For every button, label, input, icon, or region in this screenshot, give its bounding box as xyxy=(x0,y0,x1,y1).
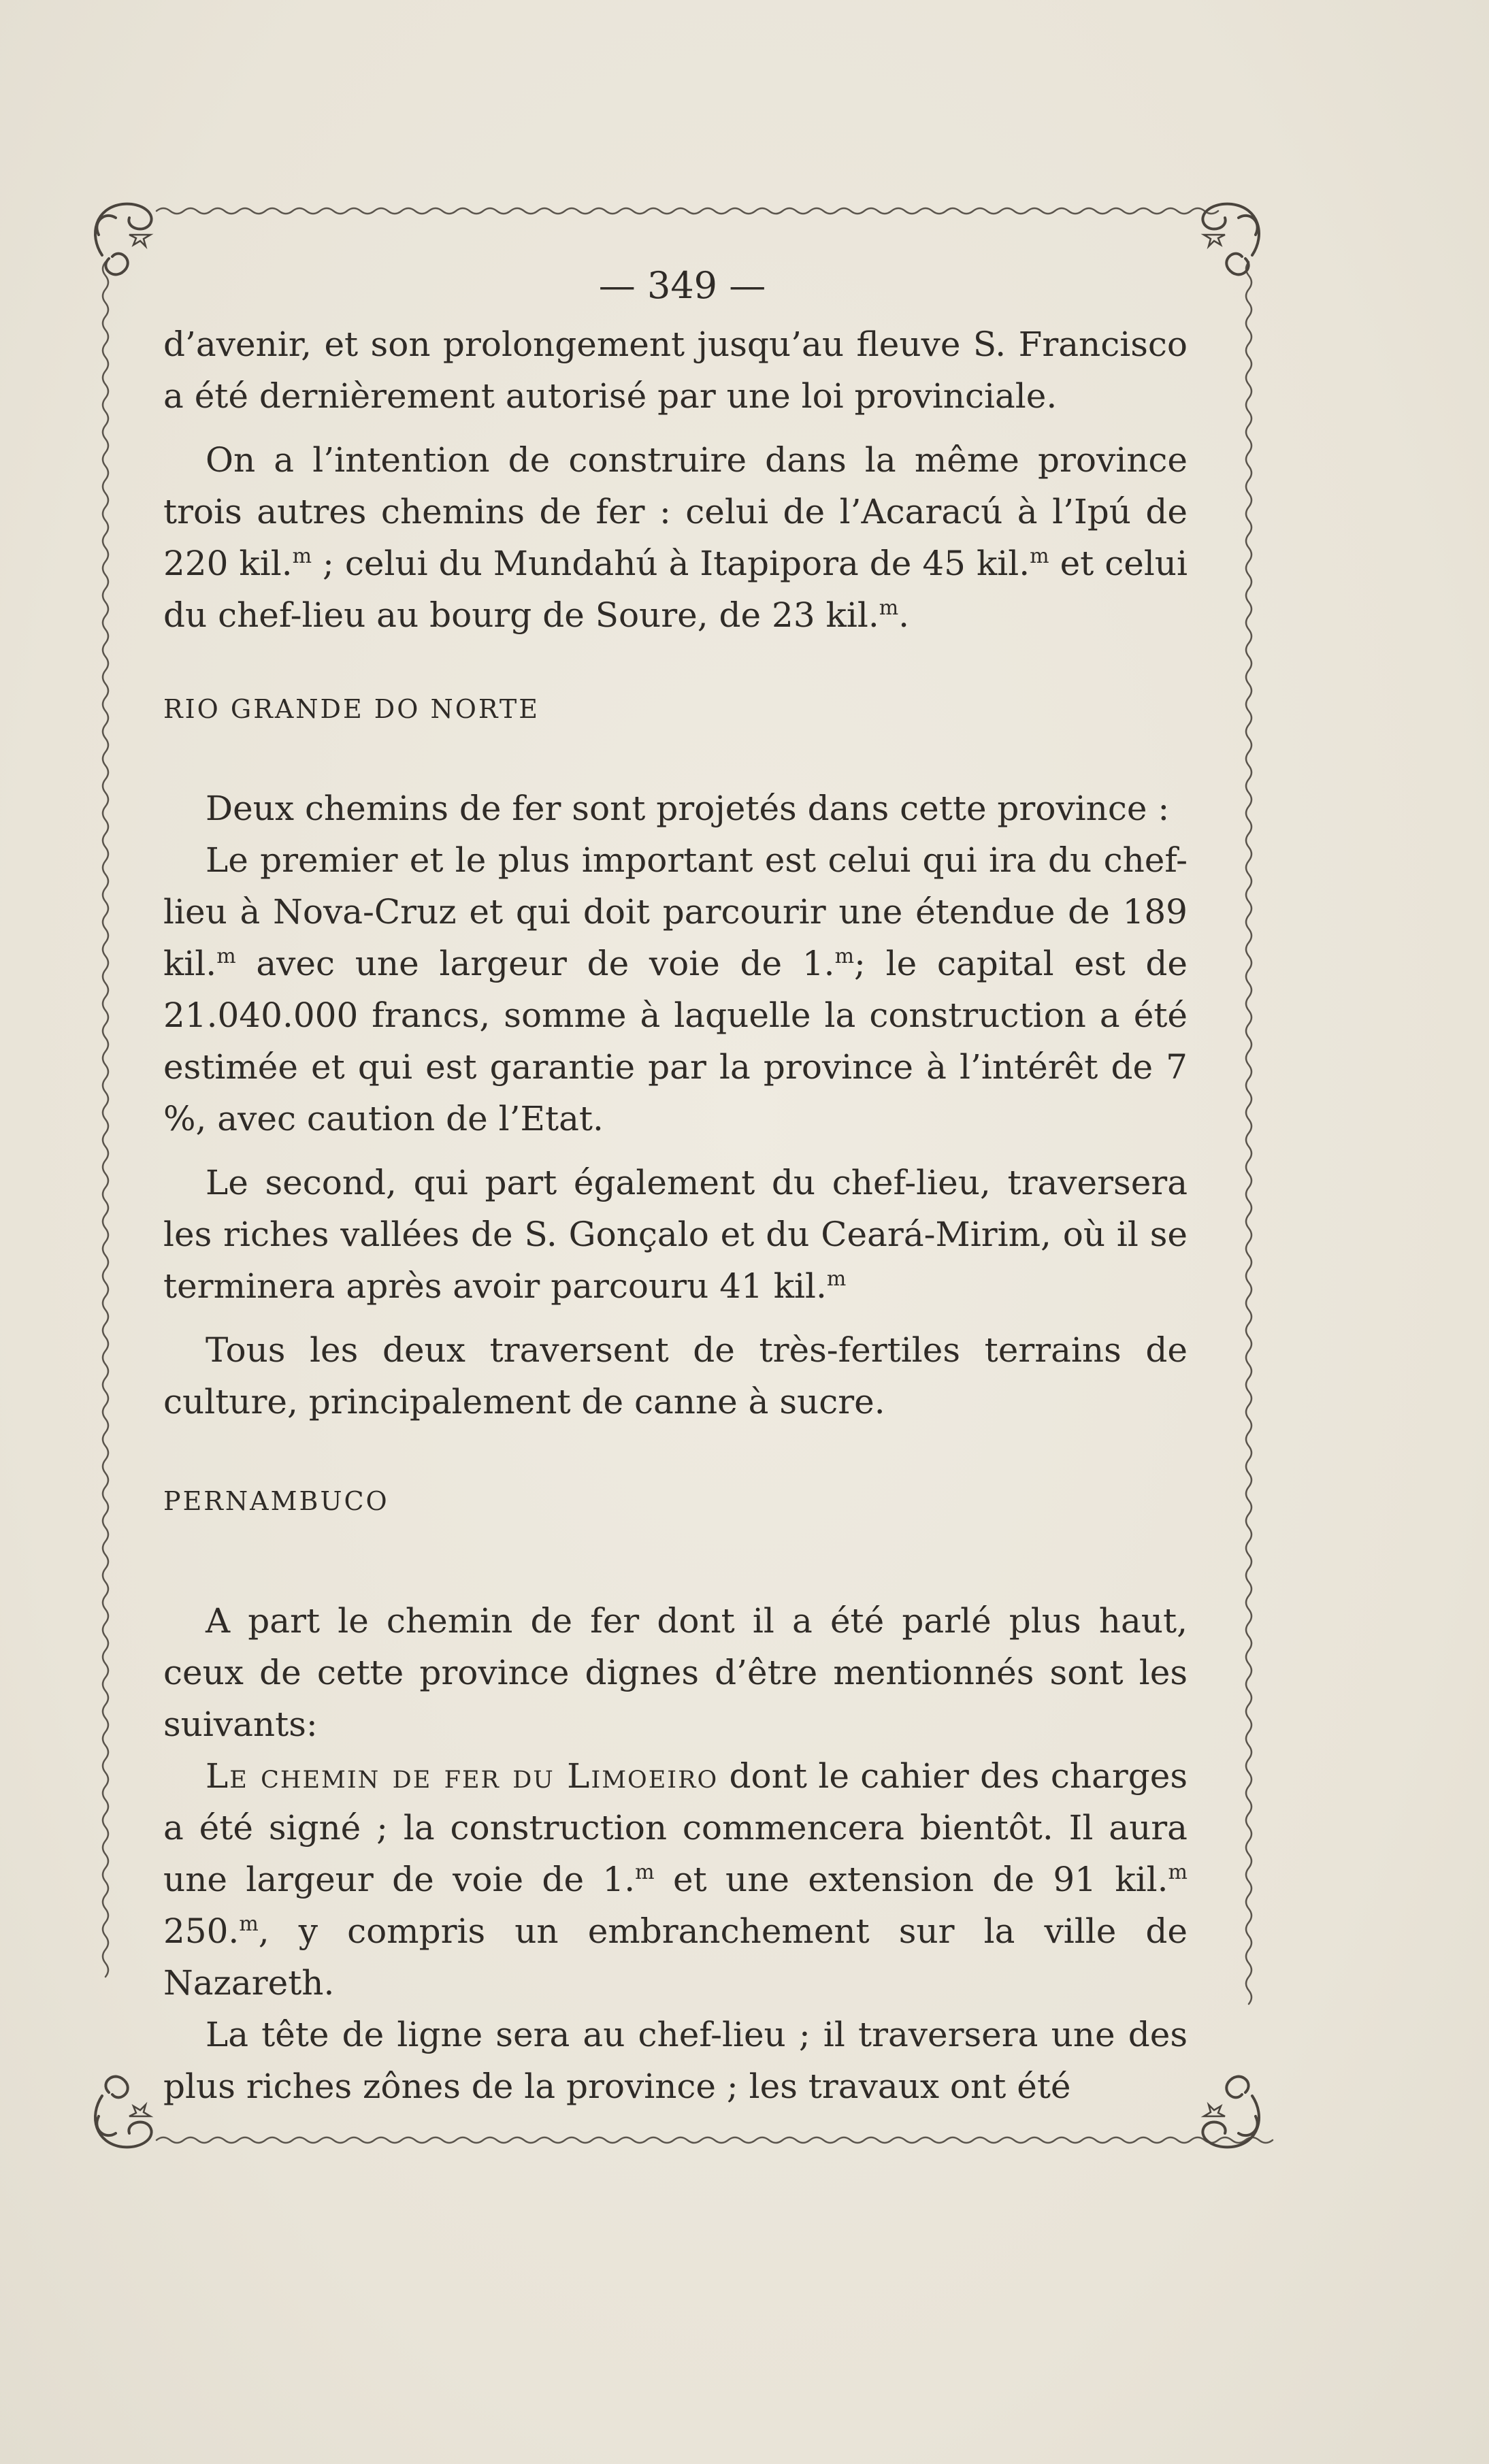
corner-flourish-bottom-left-icon xyxy=(95,2077,152,2148)
page-text-block xyxy=(163,259,1188,2112)
section-heading-pernambuco: PERNAMBUCO xyxy=(163,1486,389,1516)
paragraph-two-projects: Deux chemins de fer sont projetés dans cette province : xyxy=(206,789,1170,828)
paragraph-pernambuco-intro: A part le chemin de fer dont il a été parlé plus haut, ceux de cette province dignes d’être mentionnés sont les suivants: xyxy=(163,1601,1188,1744)
paragraph-fertile-lands: Tous les deux traversent de très-fertiles terrains de culture, principalement de canne à sucre. xyxy=(163,1330,1188,1422)
paragraph-continuation: d’avenir, et son prolongement jusqu’au fleuve S. Francisco a été dernièrement autorisé par une loi provinciale. xyxy=(163,325,1188,416)
paragraph-line-head: La tête de ligne sera au chef-lieu ; il traversera une des plus riches zônes de la province ; les travaux ont été xyxy=(163,2015,1188,2106)
page-number: — 349 — xyxy=(598,264,766,307)
paragraph-limoeiro: Le chemin de fer du Limoeiro dont le cahier des charges a été signé ; la construction commencera bientôt. Il aura une largeur de voie de 1.$^m$ et une extension de 91 kil.$^m$ 250.$^m$, y compris un embranchement sur la ville de Nazareth. xyxy=(163,1756,1188,2003)
paragraph-second-line: Le second, qui part également du chef-lieu, traversera les riches vallées de S. Gonçalo et du Ceará-Mirim, où il se terminera après avoir parcouru 41 kil.$^m$ xyxy=(163,1163,1188,1306)
paragraph-first-line: Le premier et le plus important est celui qui ira du chef-lieu à Nova-Cruz et qui doit parcourir une étendue de 189 kil.$^m$ avec une largeur de voie de 1.$^m$; le capital est de 21.040.000 francs, somme à laquelle la construction a été estimée et qui est garantie par la province à l’intérêt de 7 %, avec caution de l’Etat. xyxy=(163,840,1188,1138)
section-heading-rio-grande-do-norte: RIO GRANDE DO NORTE xyxy=(163,694,540,724)
corner-flourish-bottom-right-icon xyxy=(1202,2077,1259,2148)
paragraph-ceara-lines: On a l’intention de construire dans la même province trois autres chemins de fer : celui de l’Acaracú à l’Ipú de 220 kil.$^m$ ; celui du Mundahú à Itapipora de 45 kil.$^m$ et celui du chef-lieu au bourg de Soure, de 23 kil.$^m$. xyxy=(163,440,1188,635)
